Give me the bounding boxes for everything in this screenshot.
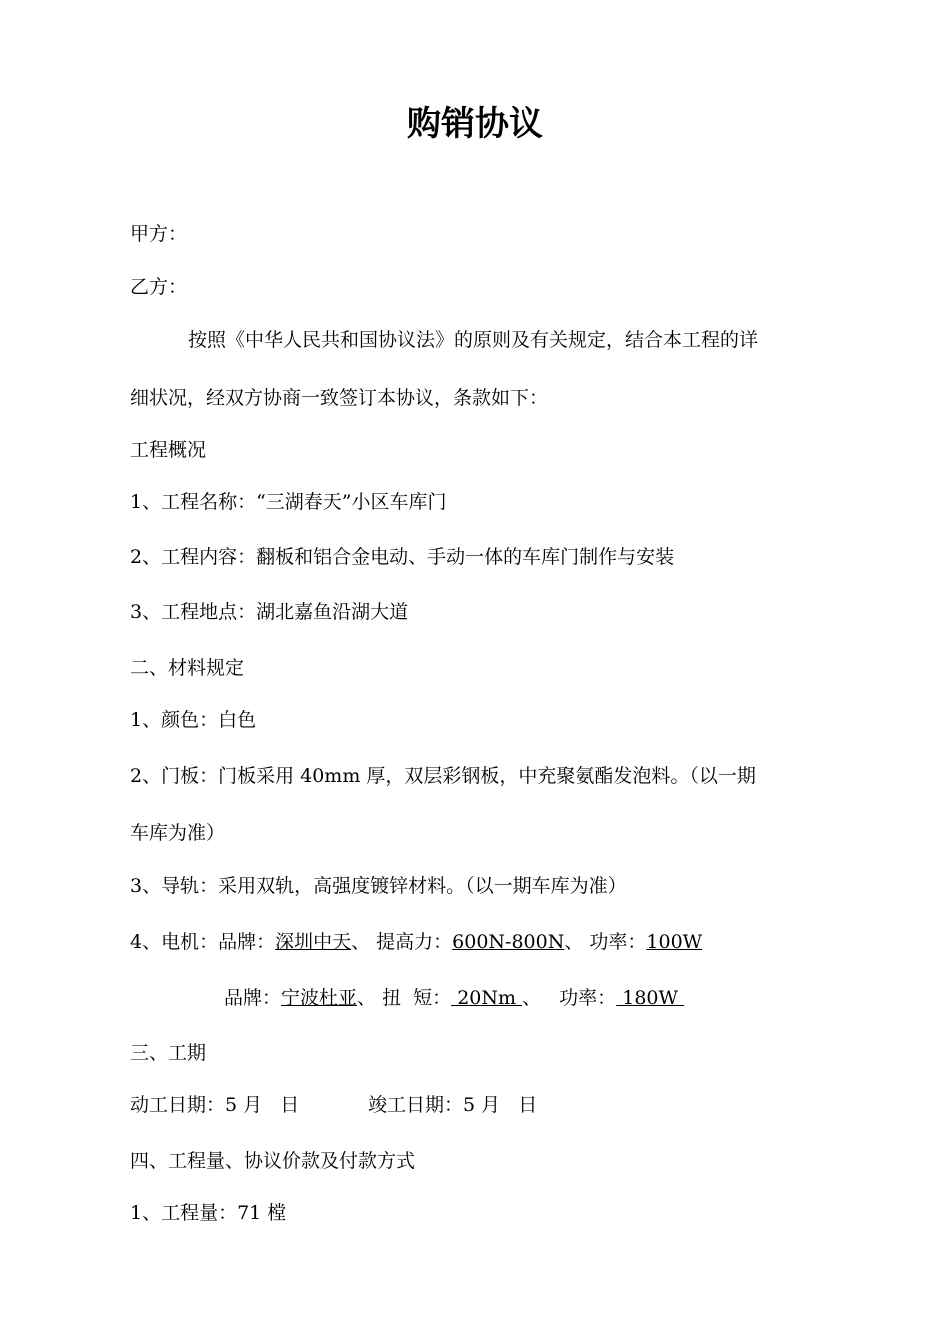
motor-1-sep-1: 、 提高力：: [351, 931, 453, 953]
project-name: 1、工程名称：“三湖春天”小区车库门: [130, 491, 447, 513]
section-quantity-heading: 四、工程量、协议价款及付款方式: [130, 1150, 416, 1172]
material-rail: 3、导轨：采用双轨，高强度镀锌材料。（以一期车库为准）: [130, 875, 627, 897]
motor-spec-1: [130, 930, 702, 954]
motor-1-power: 100W: [646, 931, 703, 953]
party-b-label: 乙方：: [130, 276, 188, 298]
intro-paragraph-line-2: 细状况，经双方协商一致签订本协议，条款如下：: [130, 387, 549, 409]
motor-1-brand: 深圳中天: [275, 931, 352, 953]
start-date: 动工日期：5 月 日: [130, 1094, 300, 1116]
motor-2-torque: 20Nm: [451, 987, 523, 1009]
motor-1-prefix: 4、电机：品牌：: [130, 931, 276, 953]
quantity-item: 1、工程量：71 樘: [130, 1202, 287, 1224]
section-schedule-heading: 三、工期: [130, 1042, 207, 1064]
document-title: 购销协议: [407, 104, 543, 144]
motor-2-sep-1: 、 扭 短：: [357, 987, 452, 1009]
intro-paragraph-line-1: 按照《中华人民共和国协议法》的原则及有关规定，结合本工程的详: [188, 329, 759, 351]
motor-2-power: 180W: [616, 987, 685, 1009]
section-overview-heading: 工程概况: [130, 439, 207, 461]
party-a-label: 甲方：: [130, 223, 188, 245]
material-door-panel-line-1: 2、门板：门板采用 40mm 厚，双层彩钢板，中充聚氨酯发泡料。（以一期: [130, 765, 756, 787]
project-location: 3、工程地点：湖北嘉鱼沿湖大道: [130, 601, 409, 623]
motor-1-force: 600N-800N: [452, 931, 565, 953]
material-color: 1、颜色：白色: [130, 709, 257, 731]
material-door-panel-line-2: 车库为准）: [130, 822, 226, 844]
motor-1-sep-2: 、 功率：: [564, 931, 647, 953]
motor-2-prefix: 品牌：: [224, 987, 282, 1009]
motor-2-sep-2: 、 功率：: [522, 987, 617, 1009]
end-date: 竣工日期：5 月 日: [368, 1094, 538, 1116]
motor-spec-2: [224, 986, 684, 1010]
project-content: 2、工程内容：翻板和铝合金电动、手动一体的车库门制作与安装: [130, 546, 675, 568]
section-materials-heading: 二、材料规定: [130, 657, 245, 679]
motor-2-brand: 宁波杜亚: [281, 987, 358, 1009]
